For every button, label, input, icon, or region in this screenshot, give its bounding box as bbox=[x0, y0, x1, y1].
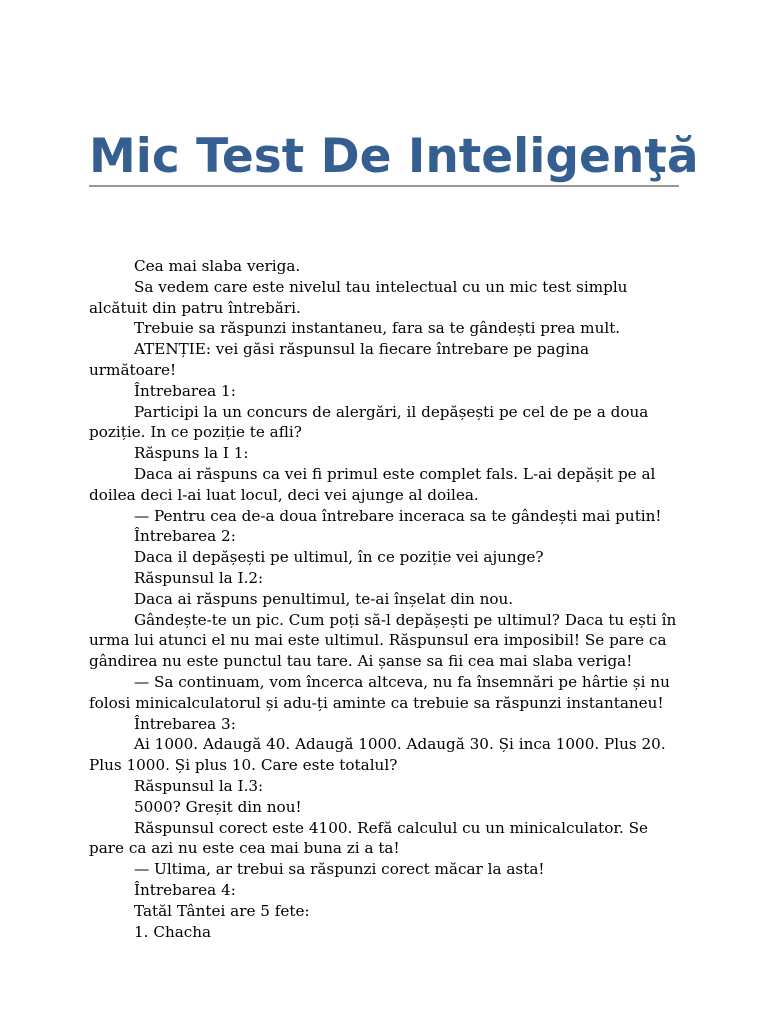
paragraph: — Ultima, ar trebui sa răspunzi corect măcar la asta! bbox=[134, 860, 545, 879]
paragraph: Trebuie sa răspunzi instantaneu, fara sa te gândești prea mult. bbox=[134, 319, 621, 338]
paragraph: ATENȚIE: vei găsi răspunsul la fiecare întrebare pe pagina următoare! bbox=[89, 340, 590, 379]
paragraph: Daca il depășești pe ultimul, în ce poziție vei ajunge? bbox=[134, 548, 544, 567]
paragraph: Răspunsul corect este 4100. Refă calculul cu un minicalculator. Se pare ca azi nu este cea mai buna zi a ta! bbox=[89, 818, 649, 858]
paragraph: Gândește-te un pic. Cum poți să-l depășești pe ultimul? Daca tu ești în urma lui atunci el nu mai este ultimul. Răspunsul era imposibil! Se pare ca gândirea nu este punctul tau tare. Ai șanse sa fii cea mai slaba veriga! bbox=[89, 610, 677, 671]
paragraph: Cea mai slaba veriga. bbox=[134, 257, 301, 275]
question-heading: Întrebarea 1: bbox=[134, 381, 236, 400]
paragraph: Daca ai răspuns ca vei fi primul este complet fals. L-ai depășit pe al doilea deci l-ai luat locul, deci vei ajunge al doilea. bbox=[89, 464, 656, 504]
paragraph: Ai 1000. Adaugă 40. Adaugă 1000. Adaugă 30. Și inca 1000. Plus 20. Plus 1000. Și plus 10. Care este totalul? bbox=[89, 735, 666, 775]
answer-heading: Răspunsul la I.3: bbox=[134, 776, 264, 795]
document-title: Mic Test De Inteligenţă bbox=[89, 129, 699, 184]
document-body bbox=[89, 256, 679, 942]
list-item: 1. Chacha bbox=[134, 922, 212, 941]
paragraph: — Sa continuam, vom încerca altceva, nu fa însemnări pe hârtie și nu folosi minicalculatorul și adu-ți aminte ca trebuie sa răspunzi instantaneu! bbox=[89, 672, 670, 712]
answer-heading: Răspunsul la I.2: bbox=[134, 568, 264, 587]
answer-heading: Răspuns la I 1: bbox=[134, 444, 249, 463]
paragraph: Participi la un concurs de alergări, il depășești pe cel de pe a doua poziție. In ce poziție te afli? bbox=[89, 402, 649, 442]
paragraph: 5000? Greșit din nou! bbox=[134, 797, 302, 816]
paragraph: Tatăl Tântei are 5 fete: bbox=[134, 901, 310, 920]
question-heading: Întrebarea 3: bbox=[134, 714, 236, 733]
paragraph: Daca ai răspuns penultimul, te-ai înșelat din nou. bbox=[134, 589, 514, 608]
question-heading: Întrebarea 2: bbox=[134, 527, 236, 546]
paragraph: Sa vedem care este nivelul tau intelectual cu un mic test simplu alcătuit din patru întrebări. bbox=[89, 277, 628, 317]
paragraph: — Pentru cea de-a doua întrebare inceraca sa te gândești mai putin! bbox=[134, 506, 662, 525]
title-underline-rule bbox=[89, 185, 679, 187]
question-heading: Întrebarea 4: bbox=[134, 880, 236, 899]
